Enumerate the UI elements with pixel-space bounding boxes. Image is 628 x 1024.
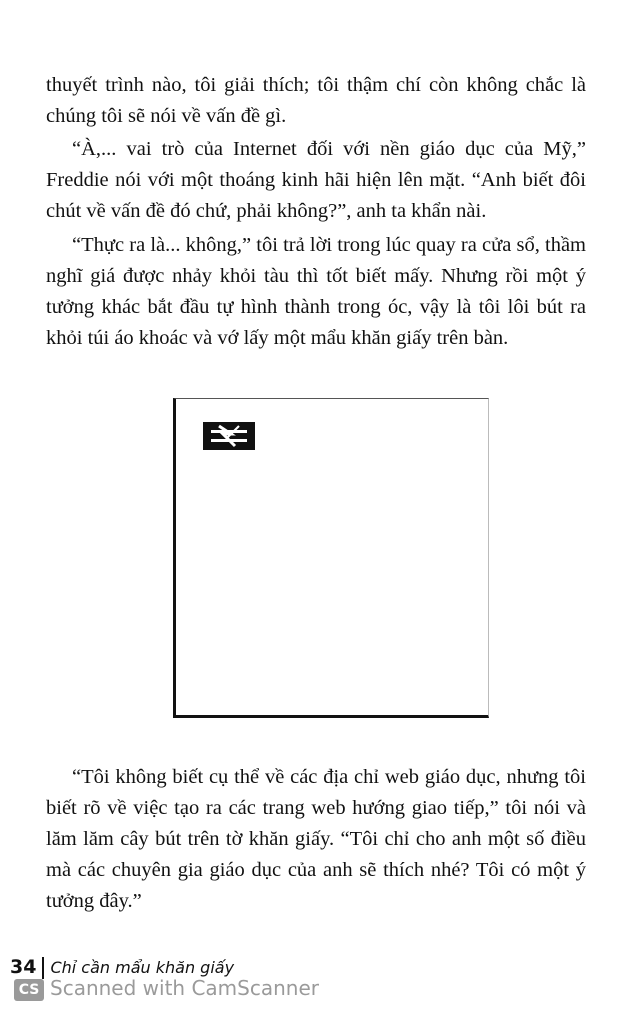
paragraph-1: thuyết trình nào, tôi giải thích; tôi thậm chí còn không chắc là chúng tôi sẽ nói về vấn đề gì. — [46, 74, 586, 127]
camscanner-logo-icon: CS — [14, 979, 44, 1001]
paragraph-2: “À,... vai trò của Internet đối với nền giáo dục của Mỹ,” Freddie nói với một thoáng kinh hãi hiện lên mặt. “Anh biết đôi chút về vấn đề đó chứ, phải không?”, anh ta khẩn nài. — [46, 138, 586, 222]
page-number: 34 — [10, 956, 37, 978]
british-rail-logo-icon — [203, 422, 255, 450]
camscanner-watermark — [14, 976, 319, 1001]
running-title: Chỉ cần mẩu khăn giấy — [50, 958, 235, 977]
paragraph-3: “Thực ra là... không,” tôi trả lời trong lúc quay ra cửa sổ, thầm nghĩ giá được nhảy khỏi tàu thì tốt biết mấy. Nhưng rồi một ý tưởng khác bắt đầu tự hình thành trong óc, vậy là tôi lôi bút ra khỏi túi áo khoác và vớ lấy một mẩu khăn giấy trên bàn. — [46, 234, 586, 349]
paragraph-4: “Tôi không biết cụ thể về các địa chỉ web giáo dục, nhưng tôi biết rõ về việc tạo ra các trang web hướng giao tiếp,” tôi nói và lăm lăm cây bút trên tờ khăn giấy. “Tôi chỉ cho anh một số điều mà các chuyên gia giáo dục của anh sẽ thích nhé? Tôi có một ý tưởng đây.” — [46, 766, 586, 912]
watermark-text: Scanned with CamScanner — [50, 976, 319, 1000]
